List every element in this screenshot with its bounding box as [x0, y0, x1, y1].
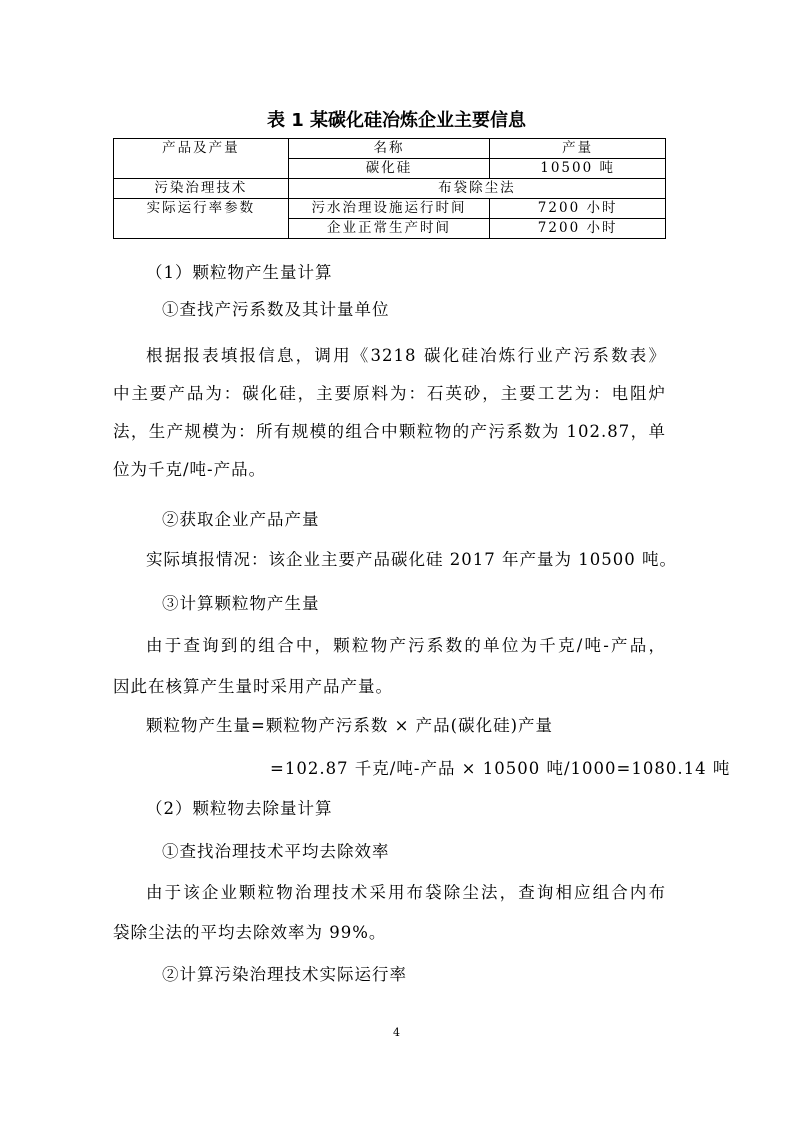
table-cell: 产品及产量 [114, 139, 289, 179]
paragraph-line: 法，生产规模为：所有规模的组合中颗粒物的产污系数为 102.87，单 [113, 422, 666, 441]
table-cell: 污染治理技术 [114, 179, 289, 199]
section-heading: （1）颗粒物产生量计算 [146, 263, 333, 282]
paragraph-line: 由于查询到的组合中，颗粒物产污系数的单位为千克/吨-产品， [146, 636, 666, 655]
table-cell: 企业正常生产时间 [288, 219, 490, 239]
subheading: ②获取企业产品产量 [162, 510, 320, 529]
paragraph-line: 由于该企业颗粒物治理技术采用布袋除尘法，查询相应组合内布 [146, 883, 666, 902]
formula-line: 颗粒物产生量=颗粒物产污系数 × 产品(碳化硅)产量 [146, 716, 554, 735]
paragraph-line: 实际填报情况：该企业主要产品碳化硅 2017 年产量为 10500 吨。 [146, 550, 677, 569]
paragraph-line: 袋除尘法的平均去除效率为 99%。 [113, 923, 387, 942]
paragraph-line: 根据报表填报信息，调用《3218 碳化硅冶炼行业产污系数表》 [146, 346, 666, 365]
subheading: ③计算颗粒物产生量 [162, 594, 320, 613]
table-row [114, 199, 666, 219]
subheading: ①查找治理技术平均去除效率 [162, 842, 390, 861]
table-row [114, 139, 666, 159]
table-cell: 碳化硅 [288, 159, 490, 179]
table-cell: 实际运行率参数 [114, 199, 289, 239]
subheading: ②计算污染治理技术实际运行率 [162, 965, 407, 984]
table-row [114, 179, 666, 199]
table-cell: 产量 [490, 139, 666, 159]
table-cell: 布袋除尘法 [288, 179, 665, 199]
page-number: 4 [393, 1026, 400, 1039]
table-cell: 7200 小时 [490, 219, 666, 239]
table-cell: 10500 吨 [490, 159, 666, 179]
table-cell: 名称 [288, 139, 490, 159]
table-title: 表 1 某碳化硅冶炼企业主要信息 [266, 110, 527, 131]
table-cell: 7200 小时 [490, 199, 666, 219]
enterprise-info-table [113, 138, 666, 239]
formula-line: =102.87 千克/吨-产品 × 10500 吨/1000=1080.14 吨 [270, 759, 731, 778]
subheading: ①查找产污系数及其计量单位 [162, 300, 390, 319]
section-heading: （2）颗粒物去除量计算 [146, 799, 333, 818]
table-cell: 污水治理设施运行时间 [288, 199, 490, 219]
paragraph-line: 中主要产品为：碳化硅，主要原料为：石英砂，主要工艺为：电阻炉 [113, 384, 666, 403]
paragraph-line: 因此在核算产生量时采用产品产量。 [113, 677, 393, 696]
paragraph-line: 位为千克/吨-产品。 [113, 460, 267, 479]
